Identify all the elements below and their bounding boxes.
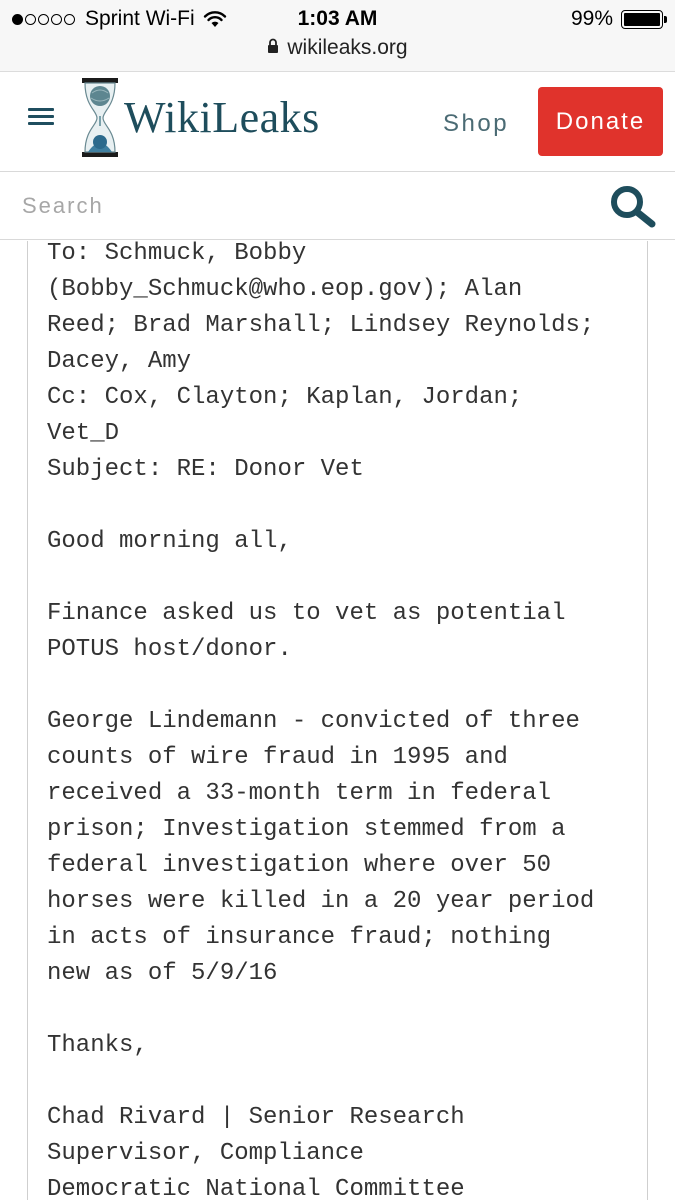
email-blank-line bbox=[47, 668, 594, 704]
email-line: Good morning all, bbox=[47, 528, 292, 555]
email-line: Cc: Cox, Clayton; Kaplan, Jordan; bbox=[47, 384, 523, 411]
email-line: Supervisor, Compliance bbox=[47, 1140, 364, 1167]
email-line: prison; Investigation stemmed from a bbox=[47, 816, 566, 843]
email-line: in acts of insurance fraud; nothing bbox=[47, 924, 552, 951]
email-line: Vet_D bbox=[47, 420, 120, 447]
email-line: counts of wire fraud in 1995 and bbox=[47, 744, 508, 771]
donate-button[interactable]: Donate bbox=[538, 87, 663, 156]
email-line: horses were killed in a 20 year period bbox=[47, 888, 595, 915]
email-blank-line bbox=[47, 560, 594, 596]
battery-icon bbox=[621, 10, 663, 29]
email-line: Dacey, Amy bbox=[47, 348, 192, 375]
email-line: received a 33-month term in federal bbox=[47, 780, 552, 807]
email-line: Democratic National Committee bbox=[47, 1176, 465, 1200]
email-line: Finance asked us to vet as potential bbox=[47, 600, 566, 627]
email-line: Reed; Brad Marshall; Lindsey Reynolds; bbox=[47, 312, 595, 339]
status-right bbox=[571, 7, 663, 31]
search-bar bbox=[0, 172, 675, 240]
battery-percent: 99% bbox=[570, 7, 613, 30]
email-line: POTUS host/donor. bbox=[47, 636, 292, 663]
url-text: wikileaks.org bbox=[287, 36, 408, 59]
email-line: To: Schmuck, Bobby bbox=[47, 240, 307, 267]
email-line: federal investigation where over 50 bbox=[47, 852, 552, 879]
search-input[interactable] bbox=[22, 186, 582, 226]
email-line: (Bobby_Schmuck@who.eop.gov); Alan bbox=[47, 276, 523, 303]
shop-link[interactable]: Shop bbox=[443, 110, 510, 137]
lock-icon bbox=[267, 36, 279, 60]
clock: 1:03 AM bbox=[297, 7, 378, 30]
email-line: Chad Rivard | Senior Research bbox=[47, 1104, 465, 1131]
email-blank-line bbox=[47, 1064, 594, 1100]
hamburger-menu-icon[interactable] bbox=[28, 108, 54, 128]
carrier-name: Sprint Wi-Fi bbox=[85, 7, 195, 30]
hourglass-logo-icon[interactable] bbox=[80, 78, 120, 160]
site-header bbox=[0, 72, 675, 172]
email-line: Thanks, bbox=[47, 1032, 148, 1059]
email-blank-line bbox=[47, 992, 594, 1028]
address-bar[interactable] bbox=[0, 36, 675, 60]
site-logo-text[interactable]: WikiLeaks bbox=[124, 93, 320, 142]
email-body bbox=[47, 236, 594, 1200]
battery-level-fill bbox=[624, 13, 660, 26]
email-line: Subject: RE: Donor Vet bbox=[47, 456, 364, 483]
search-icon[interactable] bbox=[608, 184, 658, 233]
email-line: new as of 5/9/16 bbox=[47, 960, 278, 987]
email-blank-line bbox=[47, 488, 594, 524]
status-bar bbox=[0, 0, 675, 72]
email-line: George Lindemann - convicted of three bbox=[47, 708, 580, 735]
